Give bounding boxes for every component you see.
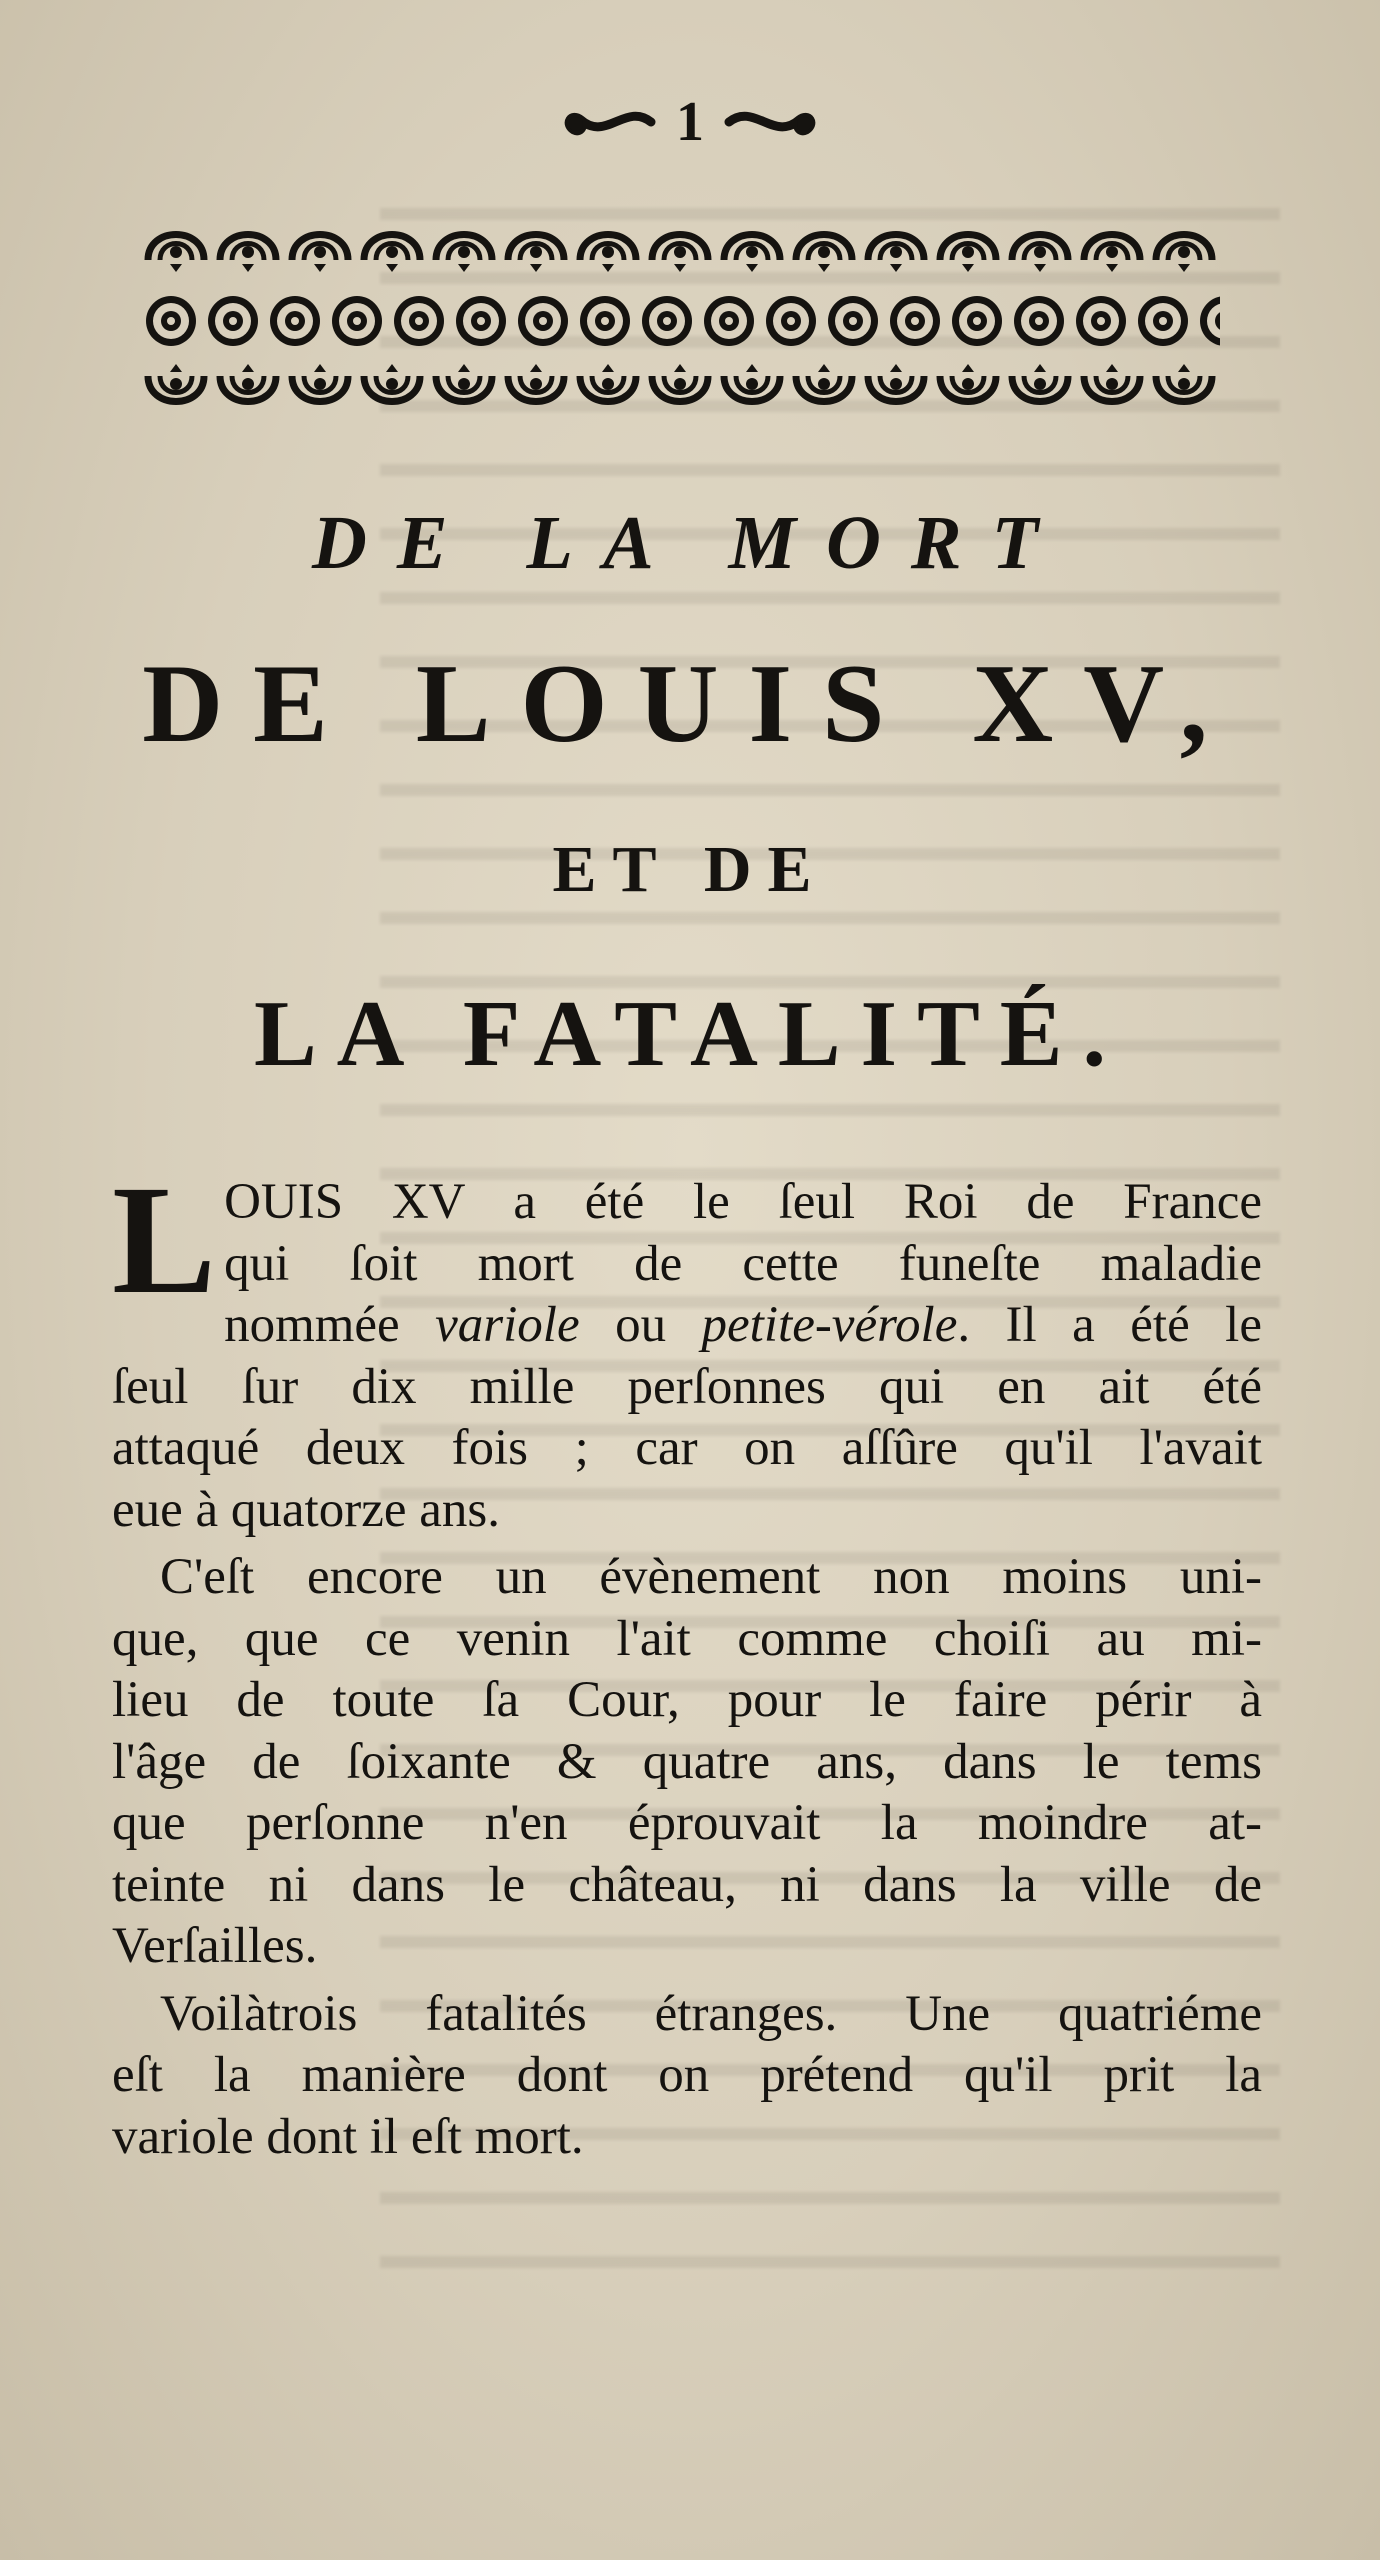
headpiece-band-bottom	[140, 362, 1220, 424]
headpiece-band-top	[140, 212, 1220, 274]
body-text	[112, 1153, 1262, 2174]
paragraph-2-line-7: Verſailles.	[112, 1918, 318, 1974]
paragraph-3-line-3: variole dont il eſt mort.	[112, 2108, 584, 2165]
paragraph-1-line-2: qui ſoit mort de cette funeſte maladie	[224, 1235, 1262, 1292]
paragraph-3-line-2: eſt la manière dont on prétend qu'il prit la	[112, 2047, 1262, 2103]
paragraph-3	[112, 1984, 1262, 2169]
paragraph-1-line-4: ſeul ſur dix mille perſonnes qui en ait été	[112, 1358, 1262, 1415]
paragraph-2-line-1: C'eſt encore un évènement non moins uni-	[160, 1549, 1262, 1605]
leaf-cup-band-icon	[140, 362, 1220, 424]
drop-cap: L	[112, 1153, 217, 1326]
paragraph-1	[112, 1153, 1262, 1541]
paragraph-1-line-1: OUIS XV a été le ſeul Roi de France	[224, 1174, 1262, 1230]
title-line-2: DE LOUIS XV,	[142, 642, 1238, 766]
paragraph-2	[112, 1547, 1262, 1978]
title-line-3: ET DE	[552, 833, 828, 906]
title-line-4: LA FATALITÉ.	[253, 982, 1127, 1086]
paragraph-3-line-1: Voilàtrois fatalités étranges. Une quatriéme	[160, 1985, 1262, 2042]
paragraph-2-line-4: l'âge de ſoixante & quatre ans, dans le tems	[112, 1733, 1262, 1790]
page-number-ornament	[540, 82, 840, 162]
text-run: . Il a été le	[957, 1297, 1262, 1353]
paragraph-1-line-6: eue à quatorze ans.	[112, 1481, 500, 1538]
paragraph-2-line-2: que, que ce venin l'ait comme choiſi au mi-	[112, 1610, 1262, 1667]
text-run: ou	[579, 1297, 702, 1353]
title-line-1: DE LA MORT	[311, 501, 1069, 585]
left-scroll-ornament-icon	[556, 92, 656, 152]
paragraph-1-line-3	[112, 1295, 1262, 1357]
right-scroll-ornament-icon	[724, 92, 824, 152]
flower-arch-band-icon	[140, 212, 1220, 274]
text-run: nommée	[224, 1297, 436, 1353]
headpiece-band-middle	[140, 290, 1220, 352]
rosette-band-icon	[140, 290, 1220, 352]
paragraph-1-line-5: attaqué deux fois ; car on aſſûre qu'il l'avait	[112, 1420, 1262, 1476]
paragraph-2-line-5: que perſonne n'en éprouvait la moindre at-	[112, 1795, 1262, 1851]
italic-term-petite-verole: petite-vérole	[701, 1297, 958, 1353]
italic-term-variole: variole	[435, 1297, 580, 1353]
page-number: 1	[676, 91, 704, 153]
paragraph-2-line-6: teinte ni dans le château, ni dans la ville de	[112, 1856, 1262, 1913]
paragraph-2-line-3: lieu de toute ſa Cour, pour le faire périr à	[112, 1672, 1262, 1728]
